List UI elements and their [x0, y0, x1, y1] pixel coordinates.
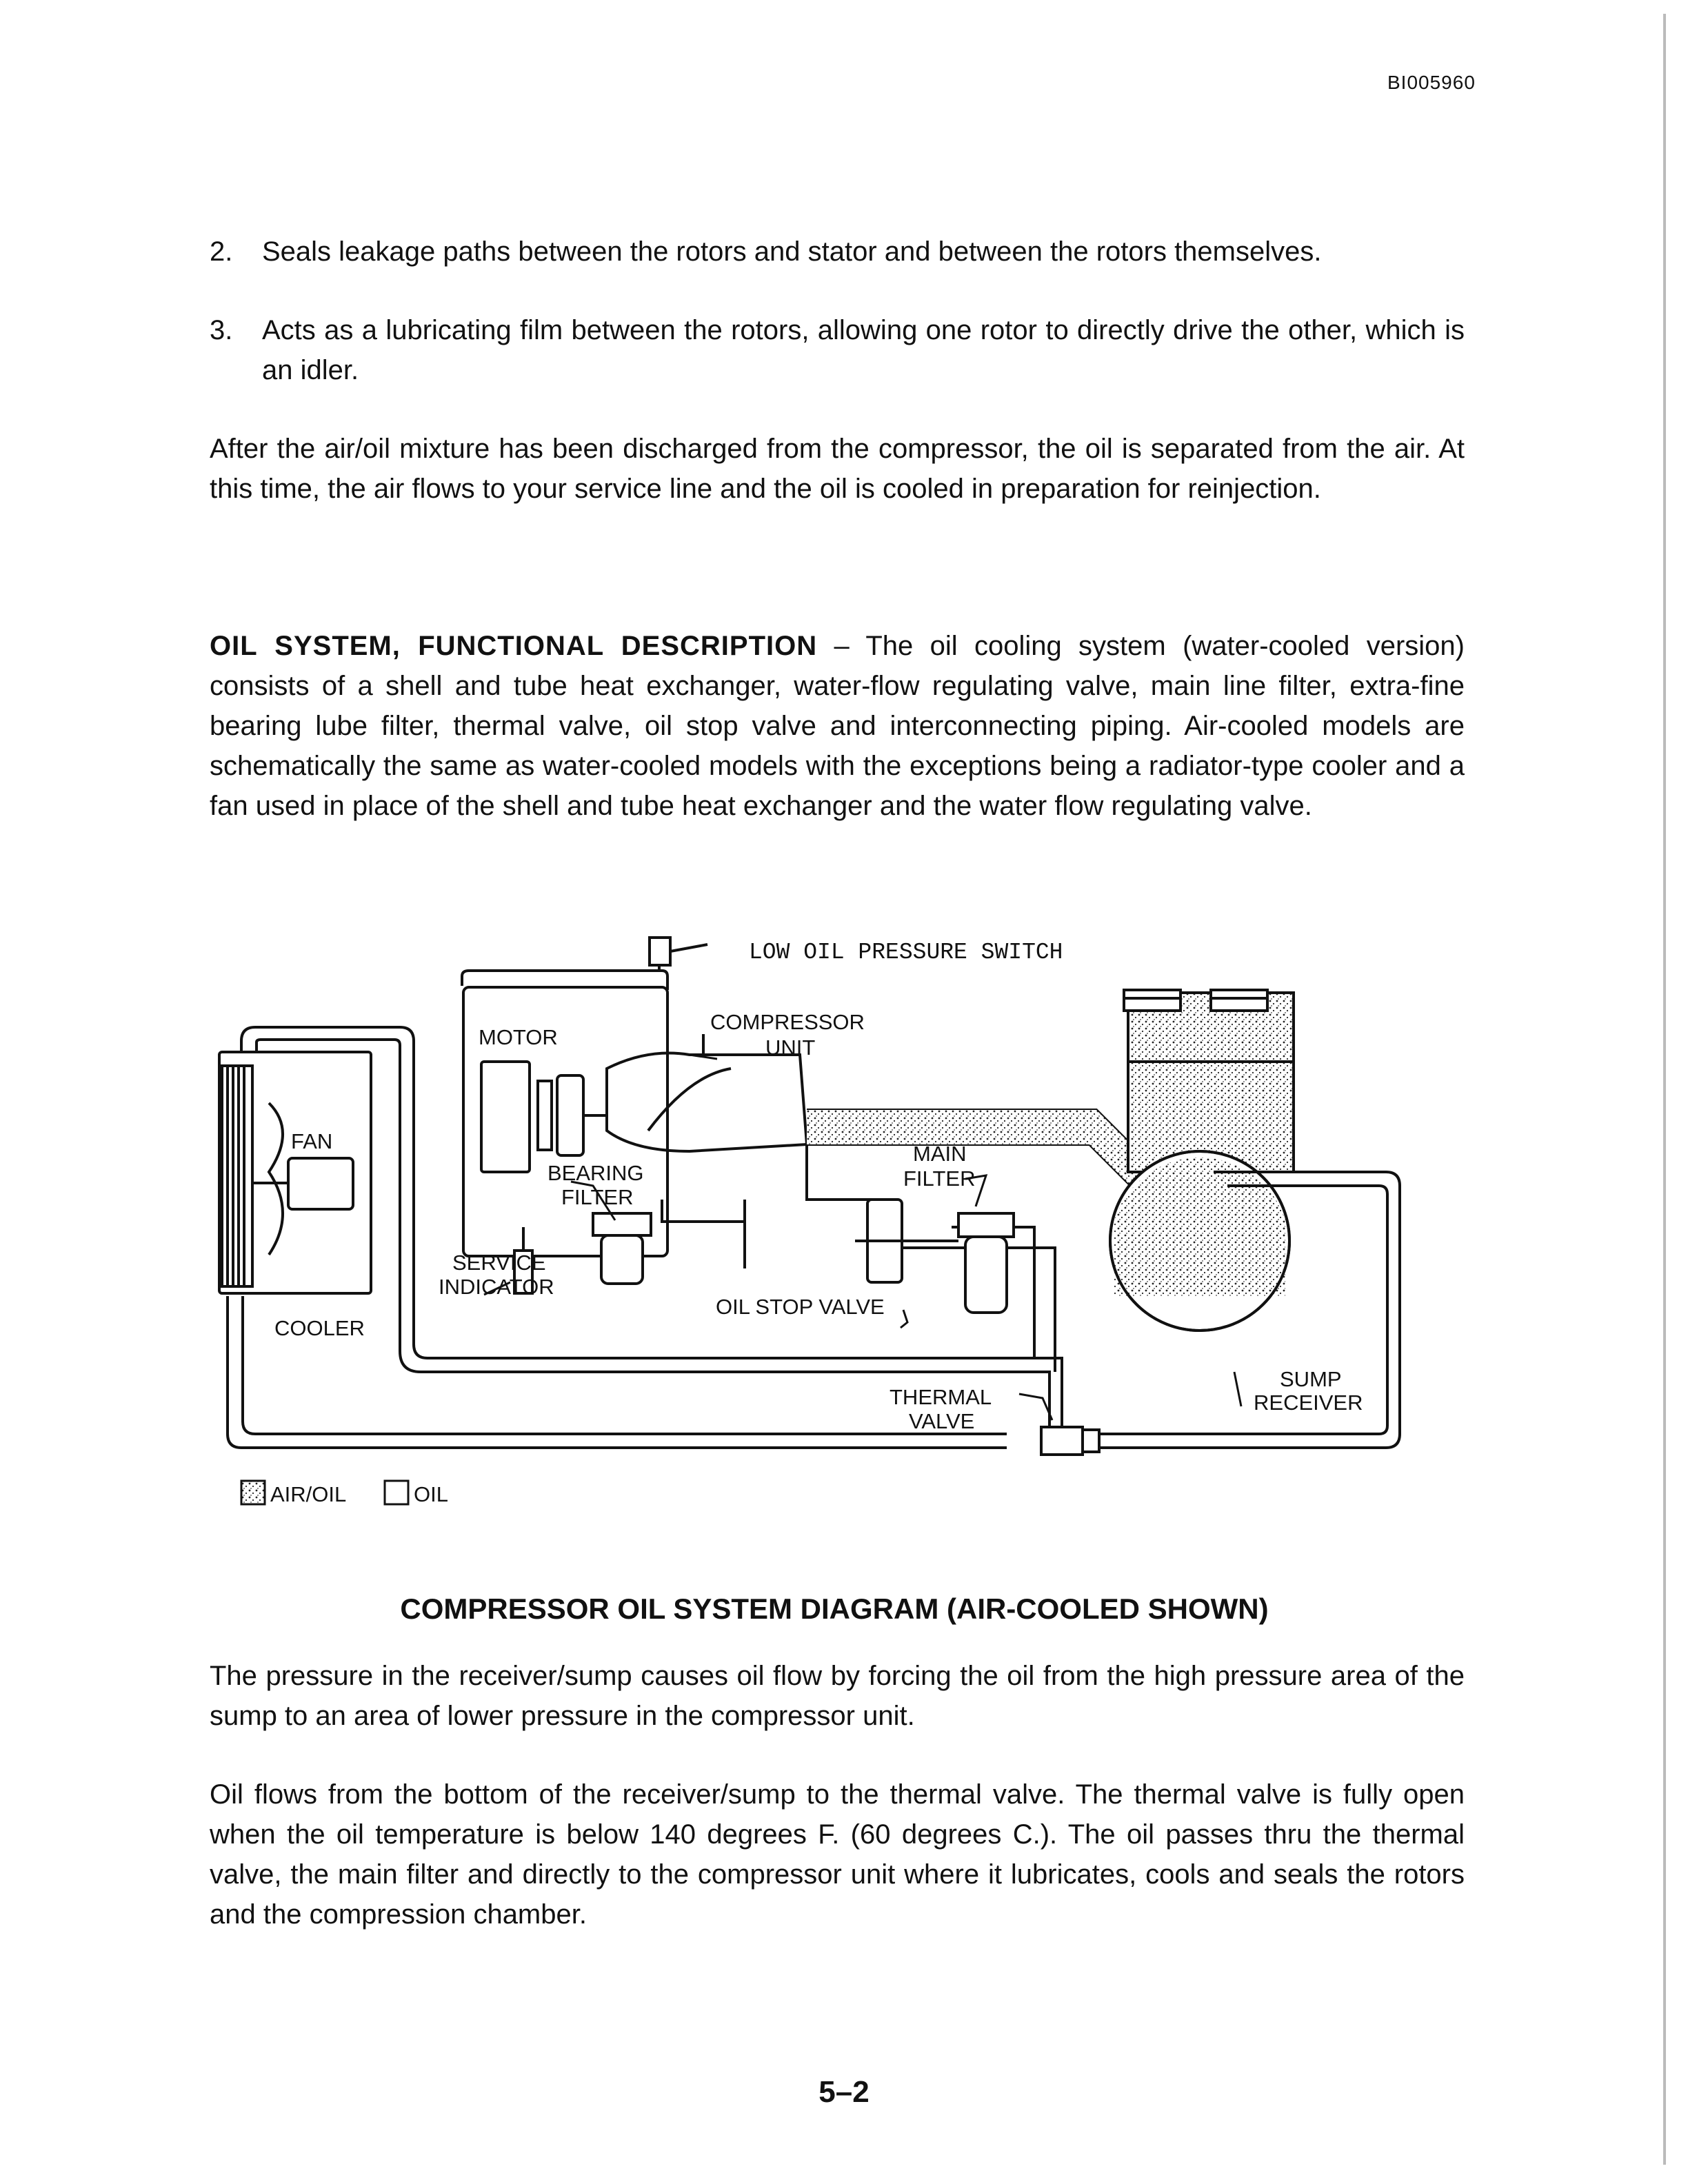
- bearing-label: BEARING: [547, 1161, 644, 1185]
- bearing-filter: [593, 1213, 651, 1284]
- section-heading: OIL SYSTEM, FUNCTIONAL DESCRIPTION: [210, 631, 818, 661]
- diagram-caption: COMPRESSOR OIL SYSTEM DIAGRAM (AIR-COOLED SHOWN): [400, 1593, 1269, 1625]
- fan-motor: [288, 1158, 353, 1209]
- list-item-3: [210, 310, 1465, 390]
- fan-label: FAN: [291, 1129, 333, 1153]
- thermal-label: THERMAL: [890, 1385, 992, 1409]
- main-label: MAIN: [913, 1142, 967, 1166]
- bearing-filter-label: FILTER: [561, 1185, 634, 1209]
- unit-label: UNIT: [765, 1035, 816, 1060]
- receiver-label: RECEIVER: [1254, 1391, 1363, 1415]
- legend-air-oil-swatch: [241, 1481, 265, 1504]
- valve-label: VALVE: [909, 1409, 975, 1433]
- motor-label: MOTOR: [479, 1025, 558, 1049]
- main-filter-label: FILTER: [903, 1166, 976, 1191]
- paragraph-oil-system: [210, 626, 1465, 826]
- page-number: 5–2: [818, 2075, 870, 2109]
- thermal-valve: [1041, 1427, 1099, 1455]
- paragraph-pressure: The pressure in the receiver/sump causes oil flow by forcing the oil from the high pressure area of the sump to an area of lower pressure in the compressor unit.: [210, 1661, 1465, 1731]
- cooler-box: [219, 1052, 371, 1293]
- list-item-2: [210, 232, 1465, 272]
- oil-system-diagram: [207, 924, 1462, 1530]
- list-item-number: 3.: [210, 315, 233, 345]
- scan-edge-line: [1663, 14, 1666, 2165]
- oil-stop-valve-label: OIL STOP VALVE: [716, 1295, 885, 1319]
- main-filter: [958, 1213, 1014, 1313]
- list-item-text: Seals leakage paths between the rotors and stator and between the rotors themselves.: [262, 236, 1322, 267]
- diagram-legend: [241, 1481, 448, 1506]
- sump-label: SUMP: [1280, 1367, 1342, 1391]
- fan-blades: [269, 1103, 283, 1255]
- legend-air-oil-label: AIR/OIL: [270, 1482, 347, 1506]
- list-item-number: 2.: [210, 236, 233, 267]
- motor-housing: [481, 1062, 530, 1172]
- service-label: SERVICE: [452, 1251, 546, 1275]
- sump-receiver: [1110, 990, 1294, 1331]
- low-oil-pressure-switch: [650, 938, 707, 971]
- legend-oil-label: OIL: [414, 1482, 448, 1506]
- paragraph-after-discharge: After the air/oil mixture has been discharged from the compressor, the oil is separated from the air. At this time, the air flows to your service line and the oil is cooled in preparation for reinjection.: [210, 434, 1465, 504]
- indicator-label: INDICATOR: [439, 1275, 554, 1299]
- cooler-label: COOLER: [274, 1316, 365, 1340]
- paragraph-oil-flow: Oil flows from the bottom of the receiver/sump to the thermal valve. The thermal valve is fully open when the oil temperature is below 140 degrees F. (60 degrees C.). The oil passes thru the thermal valve, the main filter and directly to the compressor unit where it lubricates, cools and seals the rotors and the compression chamber.: [210, 1779, 1465, 1930]
- low-oil-pressure-switch-label: LOW OIL PRESSURE SWITCH: [749, 940, 1063, 965]
- cooler-assembly: [219, 1052, 371, 1293]
- oil-stop-valve: [855, 1200, 958, 1282]
- document-id: BI005960: [1387, 72, 1476, 93]
- section-text: – The oil cooling system (water-cooled version) consists of a shell and tube heat exchanger, water-flow regulating valve, main line filter, extra-fine bearing lube filter, thermal valve, oil stop valve and interconnecting piping. Air-cooled models are schematically the same as water-cooled models with the exceptions being a radiator-type cooler and a fan used in place of the shell and tube heat exchanger and the water flow regulating valve.: [210, 631, 1465, 821]
- list-item-text: Acts as a lubricating film between the rotors, allowing one rotor to directly drive the other, which is an idler.: [262, 315, 1465, 385]
- legend-oil-swatch: [385, 1481, 408, 1504]
- compressor-label: COMPRESSOR: [710, 1010, 865, 1034]
